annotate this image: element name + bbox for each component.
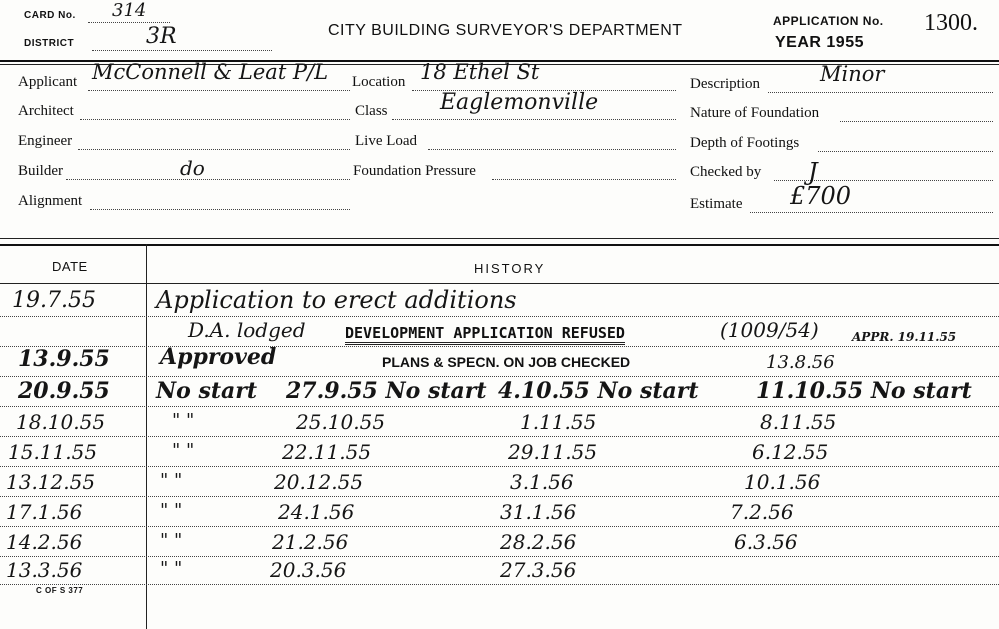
estimate-label: Estimate [690, 196, 743, 212]
department-title: CITY BUILDING SURVEYOR'S DEPARTMENT [328, 22, 683, 39]
row-date: 14.2.56 [6, 530, 83, 554]
form-code: C OF S 377 [36, 586, 84, 595]
row-col2: 27.9.55 No start [286, 378, 487, 404]
row-col2: 24.1.56 [278, 500, 355, 524]
district-value: 3R [146, 24, 177, 49]
row-col4: 6.3.56 [734, 530, 798, 554]
architect-label: Architect [18, 103, 74, 119]
class-value: Eaglemonville [440, 90, 599, 115]
live-load-label: Live Load [355, 133, 418, 149]
row-col2: 25.10.55 [296, 410, 386, 434]
row-col4: 10.1.56 [744, 470, 821, 494]
row-text: Application to erect additions [156, 286, 517, 314]
row-col1: " " [160, 470, 183, 491]
row-date: 15.11.55 [8, 440, 98, 464]
row-col2: 22.11.55 [282, 440, 372, 464]
checked-by-label: Checked by [690, 164, 762, 180]
row-col4: 7.2.56 [730, 500, 794, 524]
builder-label: Builder [18, 163, 63, 179]
row-col3: 1.11.55 [520, 410, 597, 434]
engineer-label: Engineer [18, 133, 73, 149]
row-col2: 20.12.55 [274, 470, 364, 494]
row-col3: 4.10.55 No start [498, 378, 699, 404]
approval-note: APPR. 19.11.55 [852, 330, 957, 344]
row-date: 18.10.55 [16, 410, 106, 434]
row-col3: 3.1.56 [510, 470, 574, 494]
row-col2: 20.3.56 [270, 558, 347, 582]
row-col3: 29.11.55 [508, 440, 598, 464]
row-col4: 8.11.55 [760, 410, 837, 434]
date-column-header: DATE [52, 259, 88, 274]
card-no-label: CARD No. [24, 10, 76, 21]
description-value: Minor [820, 62, 885, 86]
builder-value: do [180, 156, 205, 180]
row-text: Approved [160, 344, 277, 370]
row-date: 13.3.56 [6, 558, 83, 582]
row-col3: 31.1.56 [500, 500, 577, 524]
foundation-pressure-label: Foundation Pressure [353, 163, 476, 179]
row-col3: 27.3.56 [500, 558, 577, 582]
nature-of-foundation-label: Nature of Foundation [690, 105, 820, 121]
row-col1: " " [160, 558, 183, 579]
application-no-label: APPLICATION No. [773, 14, 884, 28]
row-col4: 11.10.55 No start [756, 378, 972, 404]
applicant-label: Applicant [18, 74, 78, 90]
row-col1: " " [160, 530, 183, 551]
row-date: 17.1.56 [6, 500, 83, 524]
application-no-value: 1300. [924, 10, 978, 36]
refused-stamp: DEVELOPMENT APPLICATION REFUSED [345, 324, 625, 345]
row-date: 13.12.55 [6, 470, 96, 494]
row-date: 20.9.55 [18, 378, 110, 404]
row-date: 13.9.55 [18, 346, 110, 372]
row-col4: 6.12.55 [752, 440, 829, 464]
alignment-label: Alignment [18, 193, 83, 209]
row-col1: No start [156, 378, 257, 404]
row-col1: " " [172, 410, 195, 431]
year-label: YEAR 1955 [775, 34, 864, 51]
district-label: DISTRICT [24, 38, 75, 49]
row-col3: 28.2.56 [500, 530, 577, 554]
description-label: Description [690, 76, 760, 92]
depth-of-footings-label: Depth of Footings [690, 135, 800, 151]
card-no-value: 314 [112, 0, 147, 21]
estimate-value: £700 [790, 182, 852, 210]
row-col2: 21.2.56 [272, 530, 349, 554]
checked-stamp: PLANS & SPECN. ON JOB CHECKED [382, 354, 631, 370]
row-after: (1009/54) [720, 318, 819, 342]
row-after: 13.8.56 [766, 352, 835, 373]
class-label: Class [355, 103, 388, 119]
location-label: Location [352, 74, 406, 90]
row-date: 19.7.55 [12, 288, 96, 313]
location-value: 18 Ethel St [420, 60, 540, 84]
row-col1: " " [160, 500, 183, 521]
checked-by-value: J [808, 158, 818, 186]
row-col1: " " [172, 440, 195, 461]
history-column-header: HISTORY [474, 261, 546, 276]
applicant-value: McConnell & Leat P/L [92, 60, 329, 84]
row-text: D.A. lodged [188, 318, 306, 342]
